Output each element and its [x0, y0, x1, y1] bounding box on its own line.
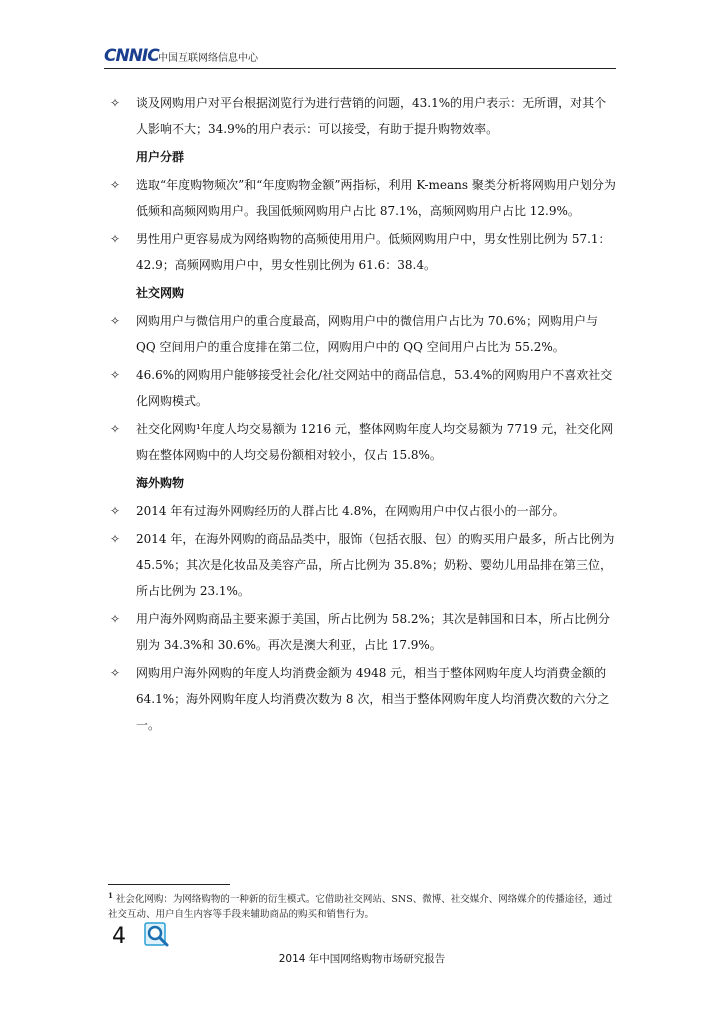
bullet-paragraph — [108, 498, 618, 524]
section-heading-overseas-shopping: 海外购物 — [136, 476, 185, 490]
diamond-bullet-icon: ✧ — [110, 612, 121, 626]
footnote-marker: 1 — [108, 891, 113, 900]
diamond-bullet-icon: ✧ — [110, 314, 121, 328]
bullet-text: 选取“年度购物频次”和“年度购物金额”两指标，利用 K-means 聚类分析将网购用户划分为低频和高频网购用户。我国低频网购用户占比 87.1%，高频网购用户占比 12.9%。 — [136, 178, 616, 218]
bullet-paragraph — [108, 416, 618, 468]
page-header — [104, 44, 616, 69]
footnote-text: 社会化网购：为网络购物的一种新的衍生模式。它借助社交网站、SNS、微博、社交媒介、网络媒介的传播途径，通过社交互动、用户自生内容等手段来辅助商品的购买和销售行为。 — [108, 894, 613, 921]
bullet-paragraph — [108, 226, 618, 278]
bullet-text: 2014 年有过海外网购经历的人群占比 4.8%，在网购用户中仅占很小的一部分。 — [136, 504, 565, 518]
diamond-bullet-icon: ✧ — [110, 96, 121, 110]
bullet-paragraph — [108, 660, 618, 738]
bullet-text: 网购用户海外网购的年度人均消费金额为 4948 元，相当于整体网购年度人均消费金额的 64.1%；海外网购年度人均消费次数为 8 次，相当于整体网购年度人均消费次数的六分之一。 — [136, 666, 610, 732]
bullet-text: 2014 年，在海外网购的商品品类中，服饰（包括衣服、包）的购买用户最多，所占比例为 45.5%；其次是化妆品及美容产品，所占比例为 35.8%；奶粉、婴幼儿用品排在第三位，所占比例为 23.1%。 — [136, 532, 615, 598]
diamond-bullet-icon: ✧ — [110, 532, 121, 546]
section-heading-user-segmentation: 用户分群 — [136, 150, 185, 164]
bullet-paragraph — [108, 90, 618, 142]
cnnic-logo: CNNIC — [104, 46, 159, 66]
bullet-paragraph — [108, 606, 618, 658]
footnote — [108, 888, 618, 922]
org-name: 中国互联网络信息中心 — [158, 53, 258, 64]
diamond-bullet-icon: ✧ — [110, 368, 121, 382]
bullet-text: 男性用户更容易成为网络购物的高频使用用户。低频网购用户中，男女性别比例为 57.1：42.9；高频网购用户中，男女性别比例为 61.6：38.4。 — [136, 232, 611, 272]
section-heading-social-shopping: 社交网购 — [136, 286, 185, 300]
bullet-text: 网购用户与微信用户的重合度最高，网购用户中的微信用户占比为 70.6%；网购用户与 QQ 空间用户的重合度排在第二位，网购用户中的 QQ 空间用户占比为 55.2%。 — [136, 314, 598, 354]
diamond-bullet-icon: ✧ — [110, 422, 121, 436]
page-number: 4 — [112, 924, 126, 949]
diamond-bullet-icon: ✧ — [110, 504, 121, 518]
footnote-divider — [108, 884, 230, 885]
bullet-paragraph — [108, 308, 618, 360]
diamond-bullet-icon: ✧ — [110, 232, 121, 246]
bullet-text: 46.6%的网购用户能够接受社会化/社交网站中的商品信息，53.4%的网购用户不喜欢社交化网购模式。 — [136, 368, 613, 408]
bullet-text: 谈及网购用户对平台根据浏览行为进行营销的问题，43.1%的用户表示：无所谓，对其个人影响不大；34.9%的用户表示：可以接受，有助于提升购物效率。 — [136, 96, 607, 136]
bullet-text: 社交化网购¹年度人均交易额为 1216 元，整体网购年度人均交易额为 7719 元，社交化网购在整体网购中的人均交易份额相对较小，仅占 15.8%。 — [136, 422, 614, 462]
diamond-bullet-icon: ✧ — [110, 666, 121, 680]
bullet-paragraph — [108, 526, 618, 604]
magnifier-logo-icon — [142, 920, 172, 950]
report-body — [108, 90, 618, 740]
diamond-bullet-icon: ✧ — [110, 178, 121, 192]
bullet-paragraph — [108, 172, 618, 224]
bullet-paragraph — [108, 362, 618, 414]
bullet-text: 用户海外网购商品主要来源于美国，所占比例为 58.2%；其次是韩国和日本，所占比例分别为 34.3%和 30.6%。再次是澳大利亚，占比 17.9%。 — [136, 612, 610, 652]
report-title: 2014 年中国网络购物市场研究报告 — [278, 953, 446, 965]
